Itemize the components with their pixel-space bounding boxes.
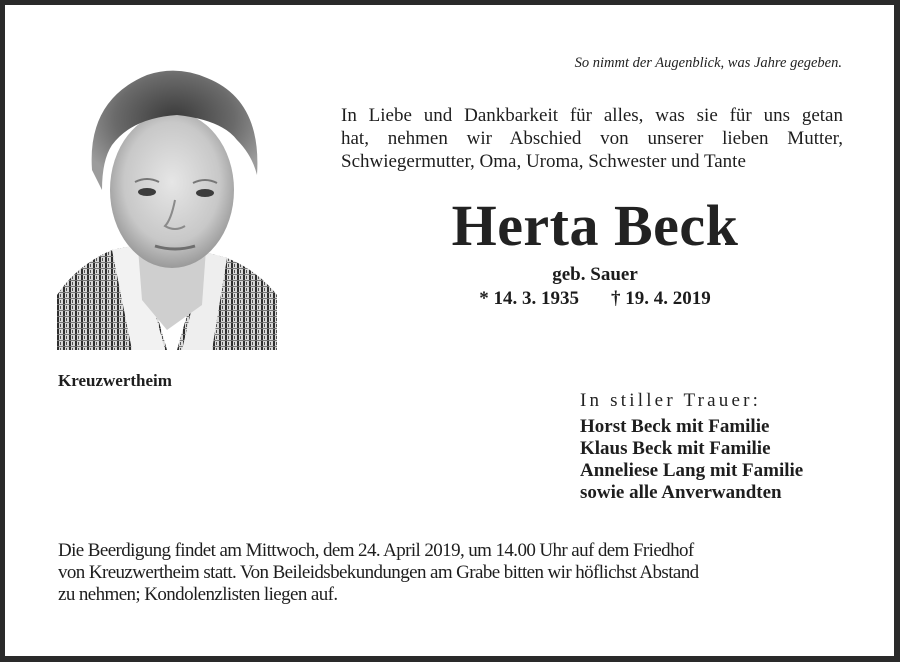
- intro-line: Schwiegermutter, Oma, Uroma, Schwester und Tante: [341, 151, 746, 172]
- motto-quote: So nimmt der Augenblick, was Jahre gegeben.: [574, 55, 842, 71]
- funeral-line: zu nehmen; Kondolenzlisten liegen auf.: [58, 584, 338, 605]
- funeral-line: Die Beerdigung findet am Mittwoch, dem 24. April 2019, um 14.00 Uhr auf dem Friedhof: [58, 540, 694, 561]
- mourners-list: [580, 416, 803, 504]
- portrait-image-icon: [57, 60, 277, 350]
- funeral-details: [58, 540, 843, 606]
- mourning-heading: In stiller Trauer:: [580, 390, 762, 411]
- intro-line: In Liebe und Dankbarkeit für alles, was sie für uns getan: [341, 105, 843, 126]
- intro-line: hat, nehmen wir Abschied von unserer lieben Mutter,: [341, 128, 843, 149]
- deceased-name: Herta Beck: [451, 193, 739, 258]
- mourner-item: Anneliese Lang mit Familie: [580, 460, 804, 481]
- mourner-item: Klaus Beck mit Familie: [580, 438, 771, 459]
- portrait-photo: [57, 60, 277, 350]
- mourner-item: Horst Beck mit Familie: [580, 416, 770, 437]
- obituary-notice: [5, 5, 894, 656]
- funeral-line: von Kreuzwertheim statt. Von Beileidsbekundungen am Grabe bitten wir höflichst Abstand: [58, 562, 699, 583]
- birth-date: * 14. 3. 1935: [479, 288, 579, 309]
- maiden-name: geb. Sauer: [552, 264, 638, 285]
- place-name: Kreuzwertheim: [58, 371, 172, 390]
- death-date: † 19. 4. 2019: [611, 288, 711, 309]
- intro-paragraph: [341, 104, 843, 173]
- mourner-item: sowie alle Anverwandten: [580, 482, 782, 503]
- life-dates: [425, 287, 765, 311]
